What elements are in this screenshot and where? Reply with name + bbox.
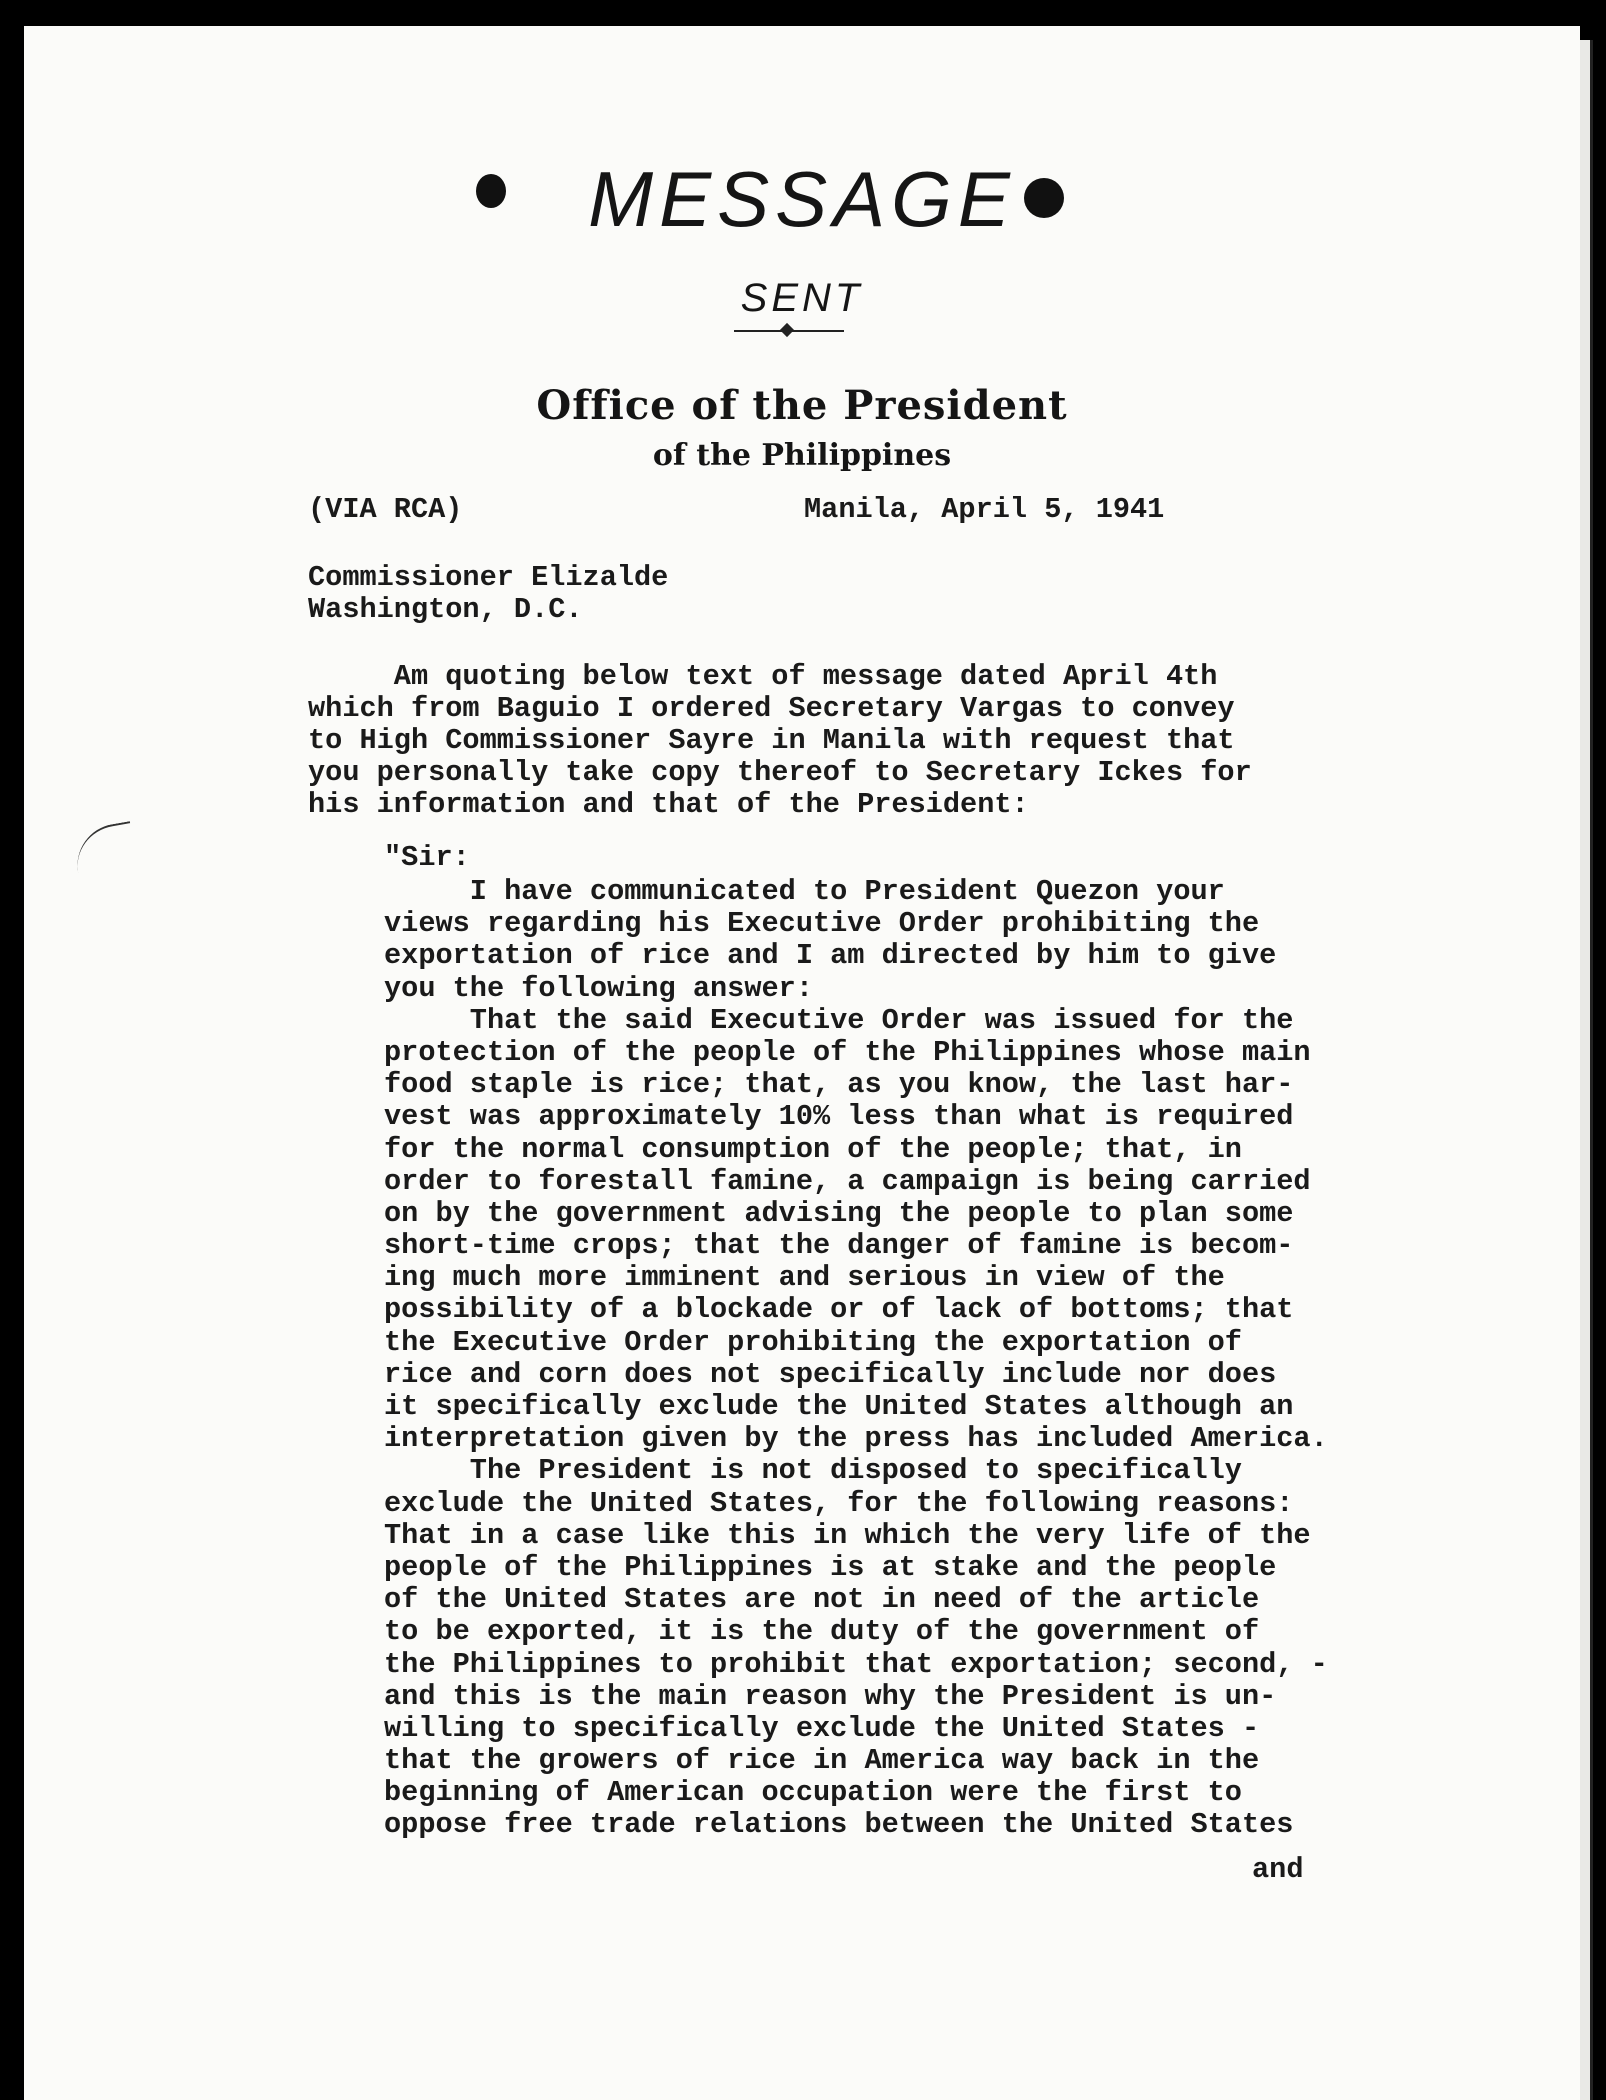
quoted-line: rice and corn does not specifically include nor does: [384, 1357, 1277, 1391]
quoted-line: That the said Executive Order was issued for the: [384, 1003, 1294, 1037]
quoted-line: oppose free trade relations between the United States: [384, 1808, 1294, 1842]
quoted-line: for the normal consumption of the people; that, in: [384, 1132, 1242, 1166]
intro-line: which from Baguio I ordered Secretary Vargas to convey: [308, 692, 1235, 725]
quoted-line: the Executive Order prohibiting the exportation of: [384, 1325, 1242, 1359]
recipient-name: Commissioner Elizalde: [308, 561, 669, 594]
intro-line: Am quoting below text of message dated April 4th: [308, 660, 1218, 693]
quoted-line: that the growers of rice in America way back in the: [384, 1744, 1260, 1778]
letterhead-ornament: [780, 323, 794, 337]
quoted-line: ing much more imminent and serious in view of the: [384, 1261, 1225, 1295]
quoted-line: beginning of American occupation were the first to: [384, 1776, 1242, 1810]
quoted-line: and this is the main reason why the President is un-: [384, 1679, 1277, 1713]
intro-line: his information and that of the President:: [308, 788, 1029, 821]
quoted-line: order to forestall famine, a campaign is being carried: [384, 1164, 1311, 1198]
quoted-line: you the following answer:: [384, 971, 813, 1005]
quoted-line: possibility of a blockade or of lack of bottoms; that: [384, 1293, 1294, 1327]
office-name: Office of the President: [536, 382, 1068, 429]
intro-line: to High Commissioner Sayre in Manila with request that: [308, 724, 1235, 757]
quoted-line: exclude the United States, for the following reasons:: [384, 1486, 1294, 1520]
quoted-line: protection of the people of the Philippines whose main: [384, 1035, 1311, 1069]
quoted-line: the Philippines to prohibit that exportation; second, -: [384, 1647, 1328, 1681]
quoted-line: The President is not disposed to specifically: [384, 1454, 1242, 1488]
dateline: Manila, April 5, 1941: [804, 493, 1165, 526]
quoted-line: it specifically exclude the United States although an: [384, 1390, 1294, 1423]
quoted-line: exportation of rice and I am directed by him to give: [384, 939, 1277, 973]
intro-line: you personally take copy thereof to Secretary Ickes for: [308, 756, 1252, 789]
quoted-line: I have communicated to President Quezon your: [384, 875, 1225, 908]
quoted-line: willing to specifically exclude the United States -: [384, 1711, 1260, 1745]
letterhead-title: MESSAGE: [588, 155, 1016, 243]
quoted-line: views regarding his Executive Order prohibiting the: [384, 907, 1260, 941]
salutation: "Sir:: [384, 841, 470, 874]
office-country: of the Philippines: [652, 438, 952, 473]
letterhead-subtitle: SENT: [740, 276, 864, 320]
quoted-line: interpretation given by the press has included America.: [384, 1422, 1328, 1456]
margin-mark: [71, 821, 137, 873]
quoted-line: of the United States are not in need of the article: [384, 1583, 1260, 1617]
quoted-line: short-time crops; that the danger of famine is becom-: [384, 1229, 1294, 1263]
quoted-line: food staple is rice; that, as you know, the last har-: [384, 1068, 1294, 1102]
continuation-word: and: [1252, 1853, 1304, 1886]
document-page: [24, 26, 1580, 2100]
page-stack-edge: [1580, 40, 1593, 2100]
quoted-line: on by the government advising the people to plan some: [384, 1196, 1294, 1230]
intro-paragraph: [308, 661, 1252, 821]
quoted-line: That in a case like this in which the very life of the: [384, 1518, 1311, 1552]
quoted-line: vest was approximately 10% less than what is required: [384, 1100, 1294, 1134]
quoted-line: to be exported, it is the duty of the government of: [384, 1615, 1260, 1649]
transmission-route: (VIA RCA): [308, 493, 463, 526]
quoted-line: people of the Philippines is at stake and the people: [384, 1550, 1277, 1584]
recipient-location: Washington, D.C.: [308, 593, 583, 626]
quoted-message: [384, 876, 1328, 1842]
